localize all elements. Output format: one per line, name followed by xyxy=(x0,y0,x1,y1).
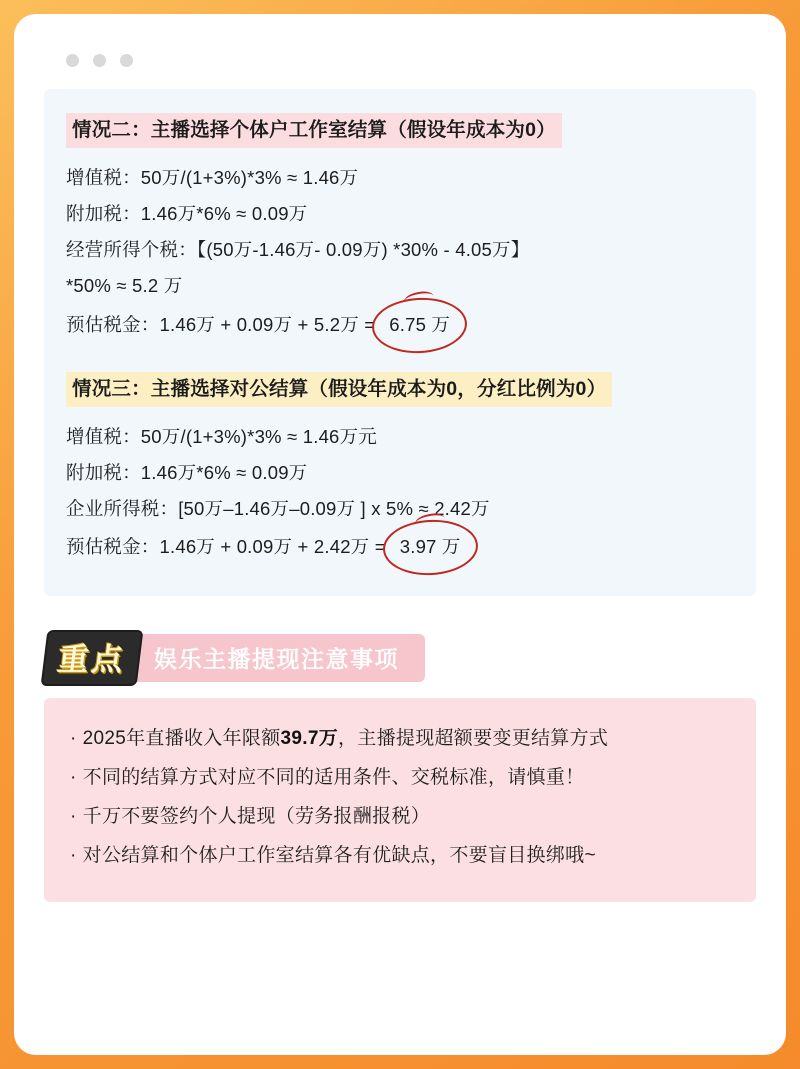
case-three-row-2: 附加税：1.46万*6% ≈ 0.09万 xyxy=(66,461,308,483)
content-card xyxy=(14,14,786,1055)
list-item-strong: 39.7万 xyxy=(280,728,338,750)
list-item xyxy=(70,759,730,798)
list-item xyxy=(70,798,730,837)
case-three-total-row xyxy=(66,527,734,568)
case-two-total-label: 预估税金：1.46万 + 0.09万 + 5.2万 = xyxy=(66,313,376,335)
case-two-total-value: 6.75 万 xyxy=(377,305,462,346)
case-three-total-value: 3.97 万 xyxy=(388,527,473,568)
list-item xyxy=(70,837,730,876)
case-two-row-3: 经营所得个税：【(50万-1.46万- 0.09万) *30% - 4.05万】 xyxy=(66,239,530,261)
key-points-title-bar xyxy=(130,634,425,682)
window-dots xyxy=(44,40,756,77)
list-item-pre: 对公结算和个体户工作室结算各有优缺点，不要盲目换绑哦~ xyxy=(82,844,596,866)
list-item-pre: 千万不要签约个人提现（劳务报酬报税） xyxy=(82,805,431,827)
key-points-header xyxy=(44,630,756,686)
case-two-total-row xyxy=(66,305,734,346)
case-three-row-3: 企业所得税：[50万–1.46万–0.09万 ] x 5% ≈ 2.42万 xyxy=(66,497,490,519)
key-points-section xyxy=(44,630,756,902)
case-three-total-label: 预估税金：1.46万 + 0.09万 + 2.42万 = xyxy=(66,536,386,557)
calculation-panel xyxy=(44,89,756,596)
case-three-row-1: 增值税：50万/(1+3%)*3% ≈ 1.46万元 xyxy=(66,425,377,447)
bullet-icon: · xyxy=(70,844,77,866)
key-points-body xyxy=(44,698,756,902)
key-points-title: 娱乐主播提现注意事项 xyxy=(154,646,399,673)
case-two-block xyxy=(66,107,734,346)
bullet-icon: · xyxy=(70,805,77,827)
dot-icon-3 xyxy=(120,54,133,67)
key-points-badge: 重点 xyxy=(41,630,144,686)
bullet-icon: · xyxy=(70,728,77,750)
case-two-row-1: 增值税：50万/(1+3%)*3% ≈ 1.46万 xyxy=(66,167,359,189)
list-item-pre: 2025年直播收入年限额 xyxy=(82,728,281,750)
bullet-icon: · xyxy=(70,767,77,788)
list-item xyxy=(70,720,730,759)
dot-icon-1 xyxy=(66,54,79,67)
case-two-heading: 情况二：主播选择个体户工作室结算（假设年成本为0） xyxy=(66,113,562,148)
list-item-post: ，主播提现超额要变更结算方式 xyxy=(338,728,609,750)
case-two-row-2: 附加税：1.46万*6% ≈ 0.09万 xyxy=(66,203,308,225)
case-three-block xyxy=(66,366,734,569)
case-three-heading: 情况三：主播选择对公结算（假设年成本为0，分红比例为0） xyxy=(66,372,612,407)
dot-icon-2 xyxy=(93,54,106,67)
list-item-pre: 不同的结算方式对应不同的适用条件、交税标准，请慎重！ xyxy=(82,767,585,788)
case-two-row-4: *50% ≈ 5.2 万 xyxy=(66,275,183,297)
